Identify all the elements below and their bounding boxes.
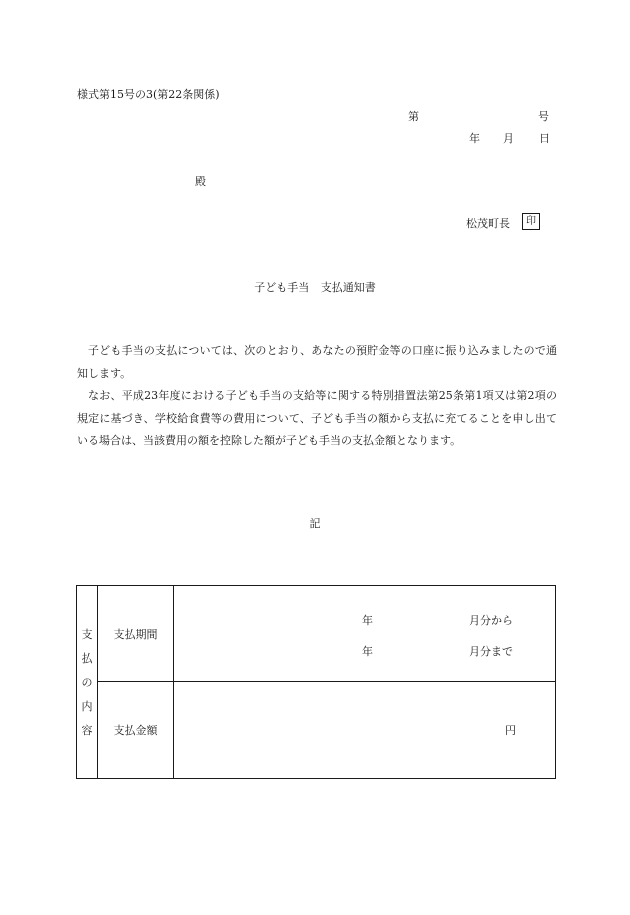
side-label-cell (77, 586, 98, 779)
seal-stamp: 印 (522, 213, 540, 230)
side-label-char: 払 (81, 652, 93, 665)
payment-details-table (76, 585, 556, 779)
ki-heading: 記 (309, 517, 321, 530)
document-title: 子ども手当 支払通知書 (254, 281, 376, 294)
side-label-char: 容 (81, 724, 93, 737)
period-from-month: 月分から (469, 614, 513, 627)
document-number-suffix: 号 (538, 110, 549, 123)
side-label-char: 内 (81, 700, 93, 713)
period-value-cell (174, 586, 556, 682)
date-month: 月 (503, 132, 514, 145)
amount-unit: 円 (505, 724, 516, 737)
notice-body (77, 340, 557, 453)
side-label-char: 支 (81, 628, 93, 641)
addressee-honorific: 殿 (195, 175, 206, 188)
notice-paragraph-1: 子ども手当の支払については、次のとおり、あなたの預貯金等の口座に振り込みましたので通知します。 (77, 344, 557, 380)
issuer-name: 松茂町長 (466, 217, 510, 230)
form-number: 様式第15号の3(第22条関係) (77, 88, 220, 101)
date-year: 年 (469, 132, 480, 145)
period-to-month: 月分まで (469, 645, 513, 658)
period-from-year: 年 (362, 614, 373, 627)
period-label: 支払期間 (98, 586, 174, 682)
side-label-char: の (81, 676, 93, 689)
amount-value-cell (174, 682, 556, 779)
date-day: 日 (539, 132, 550, 145)
amount-label: 支払金額 (98, 682, 174, 779)
period-to-year: 年 (362, 645, 373, 658)
notice-paragraph-2: なお、平成23年度における子ども手当の支給等に関する特別措置法第25条第1項又は第2項の規定に基づき、学校給食費等の費用について、子ども手当の額から支払に充てることを申し出ている場合は、当該費用の額を控除した額が子ども手当の支払金額となります。 (77, 389, 557, 447)
document-number-prefix: 第 (408, 110, 419, 123)
